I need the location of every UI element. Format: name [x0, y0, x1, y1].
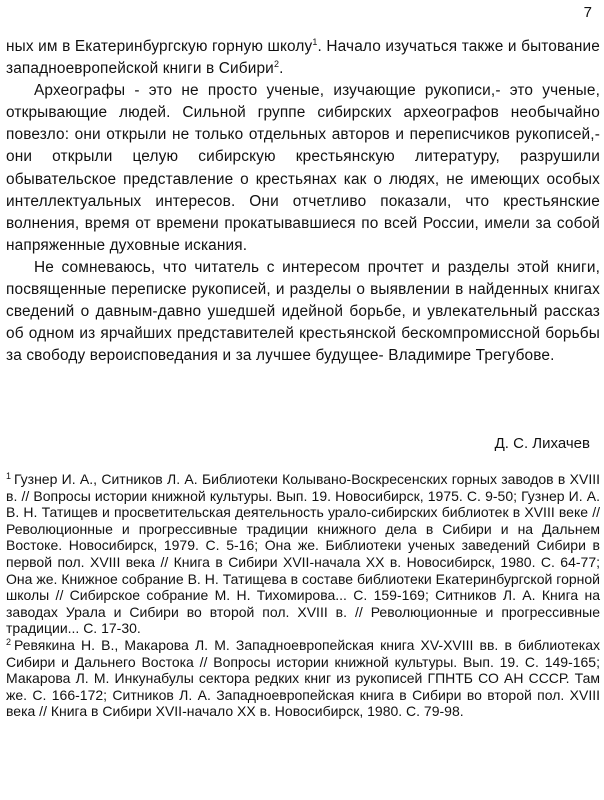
footnote-ref-2: 2	[273, 59, 280, 70]
paragraph-1-text: ных им в Екатеринбургскую горную школу	[6, 38, 313, 55]
footnotes	[6, 471, 600, 720]
author-signature: Д. С. Лихачев	[494, 435, 590, 452]
footnote-mark-1: 1	[6, 471, 12, 481]
footnote-1	[6, 471, 600, 637]
paragraph-3: Не сомневаюсь, что читатель с интересом прочтет и разделы этой книги, посвященные переписке рукописей, и разделы о выявлении в найденных книгах сведений о давным-давно ушедшей идейной борьбе, и увлекательный рассказ об одном из ярчайших представителей крестьянской бескомпромиссной борьбы за свободу вероисповедания и за лучшее будущее- Владимире Трегубове.	[6, 258, 600, 365]
footnote-2-text: Ревякина Н. В., Макарова Л. М. Западноевропейская книга XV-XVIII вв. в библиотеках Сибири и Дальнего Востока // Вопросы истории книжной культуры. Вып. 19. С. 149-165; Макарова Л. М. Инкунабулы сектора редких книг из рукописей ГПНТБ СО АН СССР. Там же. С. 166-172; Ситников Л. А. Западноевропейская книга в Сибири во второй пол. XVIII века // Книга в Сибири XVII-начало XX в. Новосибирск, 1980. С. 79-98.	[6, 636, 600, 720]
paragraph-1	[6, 36, 600, 80]
footnote-1-text: Гузнер И. А., Ситников Л. А. Библиотеки Колывано-Воскресенских горных заводов в XVIII в. // Вопросы истории книжной культуры. Вып. 19. Новосибирск, 1975. С. 9-50; Гузнер И. А. В. Н. Татищев и просветительская деятельность урало-сибирских библиотек в XVIII веке // Революционные и прогрессивные традиции книжного дела в Сибири и на Дальнем Востоке. Новосибирск, 1979. С. 5-16; Она же. Библиотеки ученых заведений Сибири в первой пол. XVIII века // Книга в Сибири XVII-начала XX в. Новосибирск, 1980. С. 64-77; Она же. Книжное собрание В. Н. Татищева в составе библиотеки Екатеринбургской горной школы // Сибирское собрание М. Н. Тихомирова... С. 159-169; Ситников Л. А. Книга на заводах Урала и Сибири во второй пол. XVIII в. // Революционные и прогрессивные традиции... С. 17-30.	[6, 471, 600, 637]
footnote-mark-2: 2	[6, 636, 12, 647]
paragraph-1-tail: . Начало изучаться также и бытование западноевропейской книги в Сибири	[6, 38, 600, 78]
paragraph-2: Археографы - это не просто ученые, изучающие рукописи,- это ученые, открывающие людей. Сильной группе сибирских археографов необычайно повезло: они открыли не только отдельных авторов и переписчиков рукописей,- они открыли целую сибирскую крестьянскую литературу, разрушили обывательское представление о крестьянах как о людях, не имеющих особых интеллектуальных интересов. Они отчетливо показали, что крестьянские волнения, время от времени прокатывавшиеся по всей России, имели за собой напряженные духовные искания.	[6, 82, 600, 254]
footnote-ref-1: 1	[312, 37, 318, 47]
page-number: 7	[583, 4, 592, 21]
footnote-2	[6, 637, 600, 720]
paragraph-1-end: .	[279, 60, 284, 78]
main-text	[6, 36, 600, 367]
